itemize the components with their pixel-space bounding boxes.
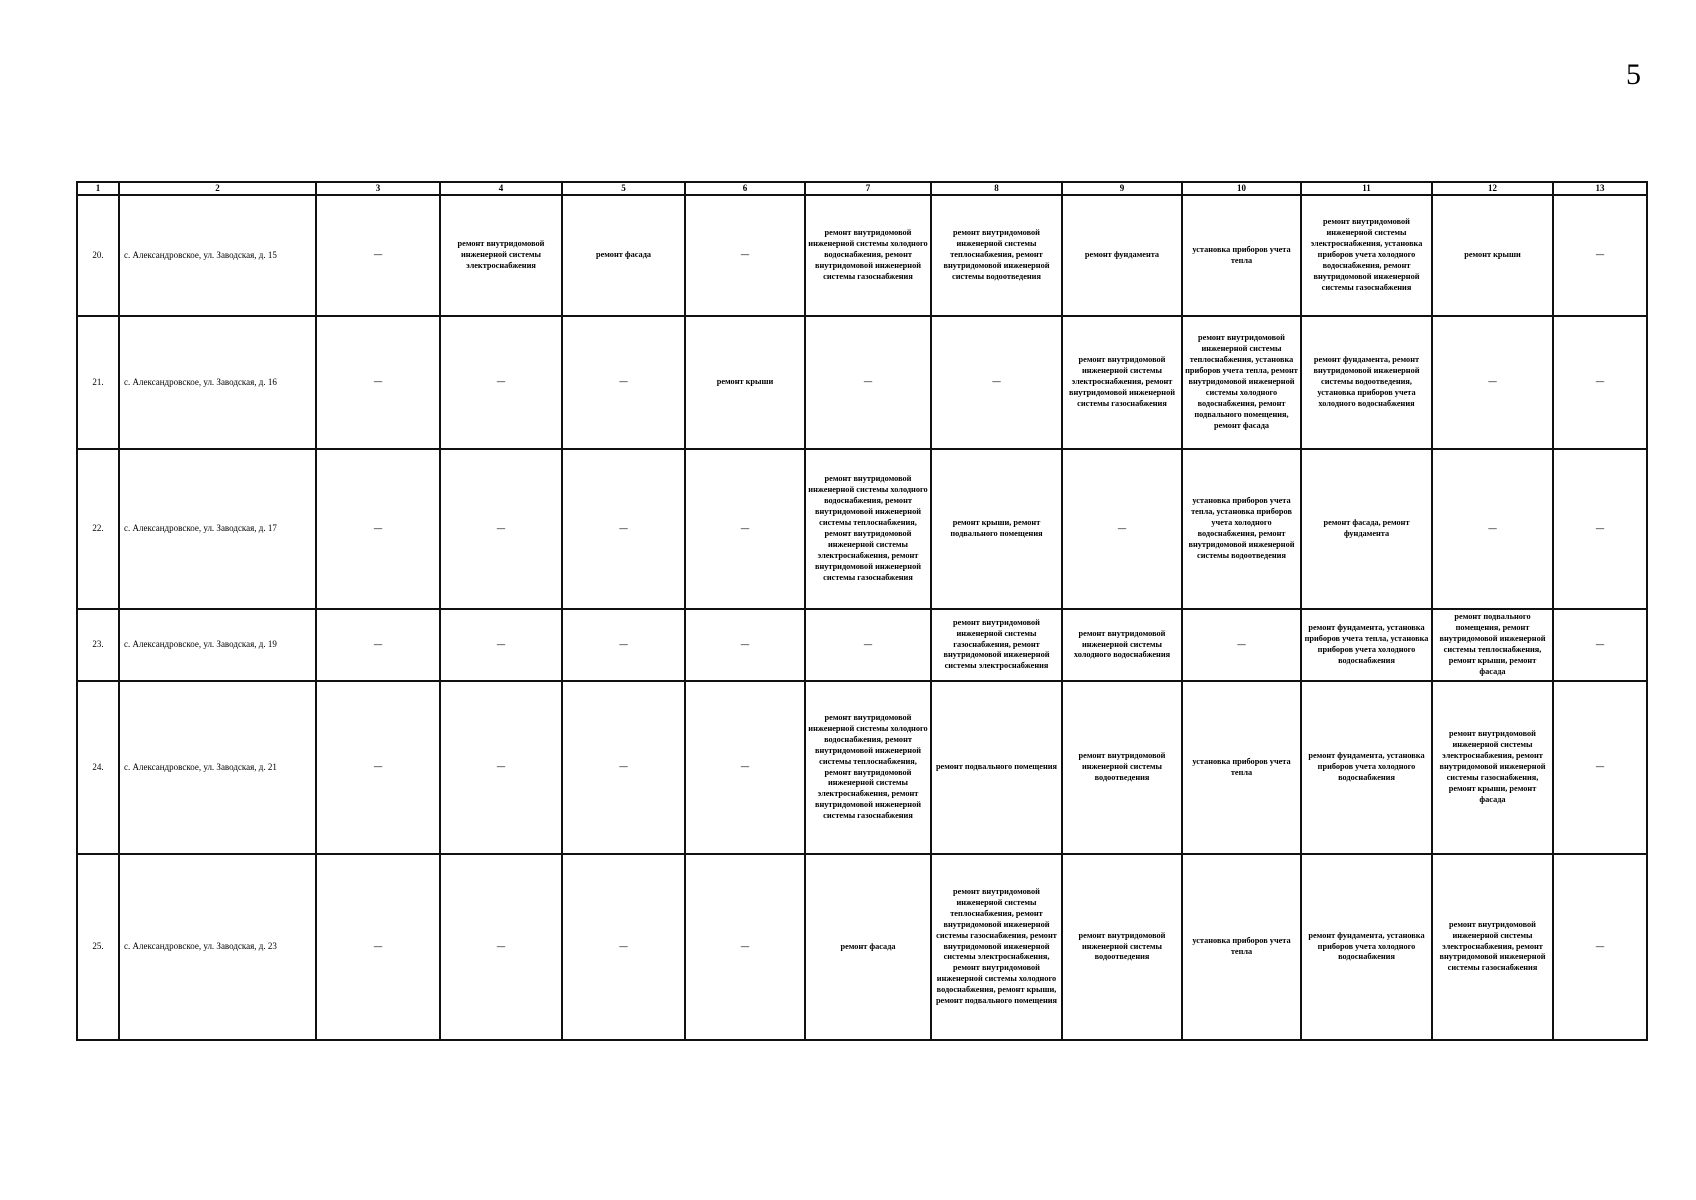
empty-dash-cell: —	[1062, 449, 1182, 609]
empty-dash-cell: —	[562, 316, 685, 449]
empty-dash-cell: —	[440, 316, 562, 449]
address-cell: с. Александровское, ул. Заводская, д. 15	[119, 195, 316, 316]
column-number-5: 5	[562, 182, 685, 195]
work-cell: ремонт подвального помещения, ремонт внутридомовой инженерной системы теплоснабжения, ремонт крыши, ремонт фасада	[1432, 609, 1553, 681]
work-cell: ремонт внутридомовой инженерной системы водоотведения	[1062, 681, 1182, 854]
empty-dash-cell: —	[1553, 449, 1647, 609]
row-number: 23.	[77, 609, 119, 681]
work-cell: ремонт внутридомовой инженерной системы электроснабжения, ремонт внутридомовой инженерной системы газоснабжения, ремонт крыши, ремонт фасада	[1432, 681, 1553, 854]
empty-dash-cell: —	[316, 681, 440, 854]
row-number: 20.	[77, 195, 119, 316]
work-cell: ремонт внутридомовой инженерной системы водоотведения	[1062, 854, 1182, 1040]
repair-plan-table	[76, 181, 1648, 1041]
work-cell: ремонт внутридомовой инженерной системы газоснабжения, ремонт внутридомовой инженерной системы электроснабжения	[931, 609, 1062, 681]
work-cell: ремонт внутридомовой инженерной системы теплоснабжения, ремонт внутридомовой инженерной системы водоотведения	[931, 195, 1062, 316]
table-row	[77, 316, 1647, 449]
empty-dash-cell: —	[1553, 681, 1647, 854]
empty-dash-cell: —	[1182, 609, 1301, 681]
empty-dash-cell: —	[1432, 316, 1553, 449]
empty-dash-cell: —	[805, 609, 931, 681]
address-cell: с. Александровское, ул. Заводская, д. 21	[119, 681, 316, 854]
empty-dash-cell: —	[1553, 609, 1647, 681]
empty-dash-cell: —	[931, 316, 1062, 449]
work-cell: ремонт крыши	[1432, 195, 1553, 316]
work-cell: ремонт внутридомовой инженерной системы холодного водоснабжения, ремонт внутридомовой инженерной системы теплоснабжения, ремонт внутридомовой инженерной системы электроснабжения, ремонт внутридомовой инженерной системы газоснабжения	[805, 681, 931, 854]
address-cell: с. Александровское, ул. Заводская, д. 17	[119, 449, 316, 609]
address-cell: с. Александровское, ул. Заводская, д. 23	[119, 854, 316, 1040]
row-number: 25.	[77, 854, 119, 1040]
empty-dash-cell: —	[440, 609, 562, 681]
work-cell: ремонт фасада	[562, 195, 685, 316]
address-cell: с. Александровское, ул. Заводская, д. 19	[119, 609, 316, 681]
column-number-11: 11	[1301, 182, 1432, 195]
work-cell: ремонт фундамента, установка приборов учета холодного водоснабжения	[1301, 854, 1432, 1040]
column-number-10: 10	[1182, 182, 1301, 195]
page-number: 5	[1626, 58, 1641, 91]
column-number-9: 9	[1062, 182, 1182, 195]
work-cell: ремонт фундамента, установка приборов учета холодного водоснабжения	[1301, 681, 1432, 854]
empty-dash-cell: —	[316, 609, 440, 681]
empty-dash-cell: —	[562, 681, 685, 854]
table-row	[77, 854, 1647, 1040]
column-number-1: 1	[77, 182, 119, 195]
address-cell: с. Александровское, ул. Заводская, д. 16	[119, 316, 316, 449]
empty-dash-cell: —	[440, 681, 562, 854]
empty-dash-cell: —	[440, 449, 562, 609]
column-number-7: 7	[805, 182, 931, 195]
work-cell: ремонт внутридомовой инженерной системы холодного водоснабжения	[1062, 609, 1182, 681]
empty-dash-cell: —	[685, 195, 805, 316]
header-row	[77, 182, 1647, 195]
empty-dash-cell: —	[685, 449, 805, 609]
work-cell: ремонт внутридомовой инженерной системы электроснабжения, ремонт внутридомовой инженерной системы газоснабжения	[1062, 316, 1182, 449]
column-number-2: 2	[119, 182, 316, 195]
work-cell: ремонт внутридомовой инженерной системы холодного водоснабжения, ремонт внутридомовой инженерной системы газоснабжения	[805, 195, 931, 316]
row-number: 22.	[77, 449, 119, 609]
column-number-4: 4	[440, 182, 562, 195]
work-cell: ремонт внутридомовой инженерной системы теплоснабжения, установка приборов учета тепла, ремонт внутридомовой инженерной системы холодного водоснабжения, ремонт подвального помещения, ремонт фасада	[1182, 316, 1301, 449]
table-row	[77, 681, 1647, 854]
column-number-6: 6	[685, 182, 805, 195]
table-row	[77, 609, 1647, 681]
work-cell: ремонт крыши	[685, 316, 805, 449]
empty-dash-cell: —	[685, 681, 805, 854]
column-number-3: 3	[316, 182, 440, 195]
empty-dash-cell: —	[316, 854, 440, 1040]
work-cell: ремонт фундамента	[1062, 195, 1182, 316]
column-number-13: 13	[1553, 182, 1647, 195]
work-cell: ремонт фундамента, ремонт внутридомовой инженерной системы водоотведения, установка приборов учета холодного водоснабжения	[1301, 316, 1432, 449]
empty-dash-cell: —	[1432, 449, 1553, 609]
empty-dash-cell: —	[562, 609, 685, 681]
empty-dash-cell: —	[316, 449, 440, 609]
work-cell: ремонт внутридомовой инженерной системы электроснабжения, установка приборов учета холодного водоснабжения, ремонт внутридомовой инженерной системы газоснабжения	[1301, 195, 1432, 316]
column-number-12: 12	[1432, 182, 1553, 195]
empty-dash-cell: —	[562, 854, 685, 1040]
empty-dash-cell: —	[316, 195, 440, 316]
work-cell: установка приборов учета тепла	[1182, 681, 1301, 854]
work-cell: установка приборов учета тепла	[1182, 854, 1301, 1040]
empty-dash-cell: —	[685, 854, 805, 1040]
empty-dash-cell: —	[440, 854, 562, 1040]
table-row	[77, 449, 1647, 609]
work-cell: ремонт фасада	[805, 854, 931, 1040]
empty-dash-cell: —	[805, 316, 931, 449]
work-cell: ремонт внутридомовой инженерной системы электроснабжения, ремонт внутридомовой инженерной системы газоснабжения	[1432, 854, 1553, 1040]
work-cell: ремонт подвального помещения	[931, 681, 1062, 854]
row-number: 21.	[77, 316, 119, 449]
column-number-8: 8	[931, 182, 1062, 195]
work-cell: ремонт фасада, ремонт фундамента	[1301, 449, 1432, 609]
empty-dash-cell: —	[1553, 316, 1647, 449]
empty-dash-cell: —	[685, 609, 805, 681]
work-cell: установка приборов учета тепла	[1182, 195, 1301, 316]
row-number: 24.	[77, 681, 119, 854]
work-cell: ремонт внутридомовой инженерной системы теплоснабжения, ремонт внутридомовой инженерной системы газоснабжения, ремонт внутридомовой инженерной системы электроснабжения, ремонт внутридомовой инженерной системы холодного водоснабжения, ремонт крыши, ремонт подвального помещения	[931, 854, 1062, 1040]
work-cell: ремонт фундамента, установка приборов учета тепла, установка приборов учета холодного водоснабжения	[1301, 609, 1432, 681]
empty-dash-cell: —	[316, 316, 440, 449]
empty-dash-cell: —	[1553, 854, 1647, 1040]
work-cell: ремонт внутридомовой инженерной системы холодного водоснабжения, ремонт внутридомовой инженерной системы теплоснабжения, ремонт внутридомовой инженерной системы электроснабжения, ремонт внутридомовой инженерной системы газоснабжения	[805, 449, 931, 609]
work-cell: установка приборов учета тепла, установка приборов учета холодного водоснабжения, ремонт внутридомовой инженерной системы водоотведения	[1182, 449, 1301, 609]
empty-dash-cell: —	[562, 449, 685, 609]
work-cell: ремонт крыши, ремонт подвального помещения	[931, 449, 1062, 609]
empty-dash-cell: —	[1553, 195, 1647, 316]
work-cell: ремонт внутридомовой инженерной системы электроснабжения	[440, 195, 562, 316]
table-row	[77, 195, 1647, 316]
